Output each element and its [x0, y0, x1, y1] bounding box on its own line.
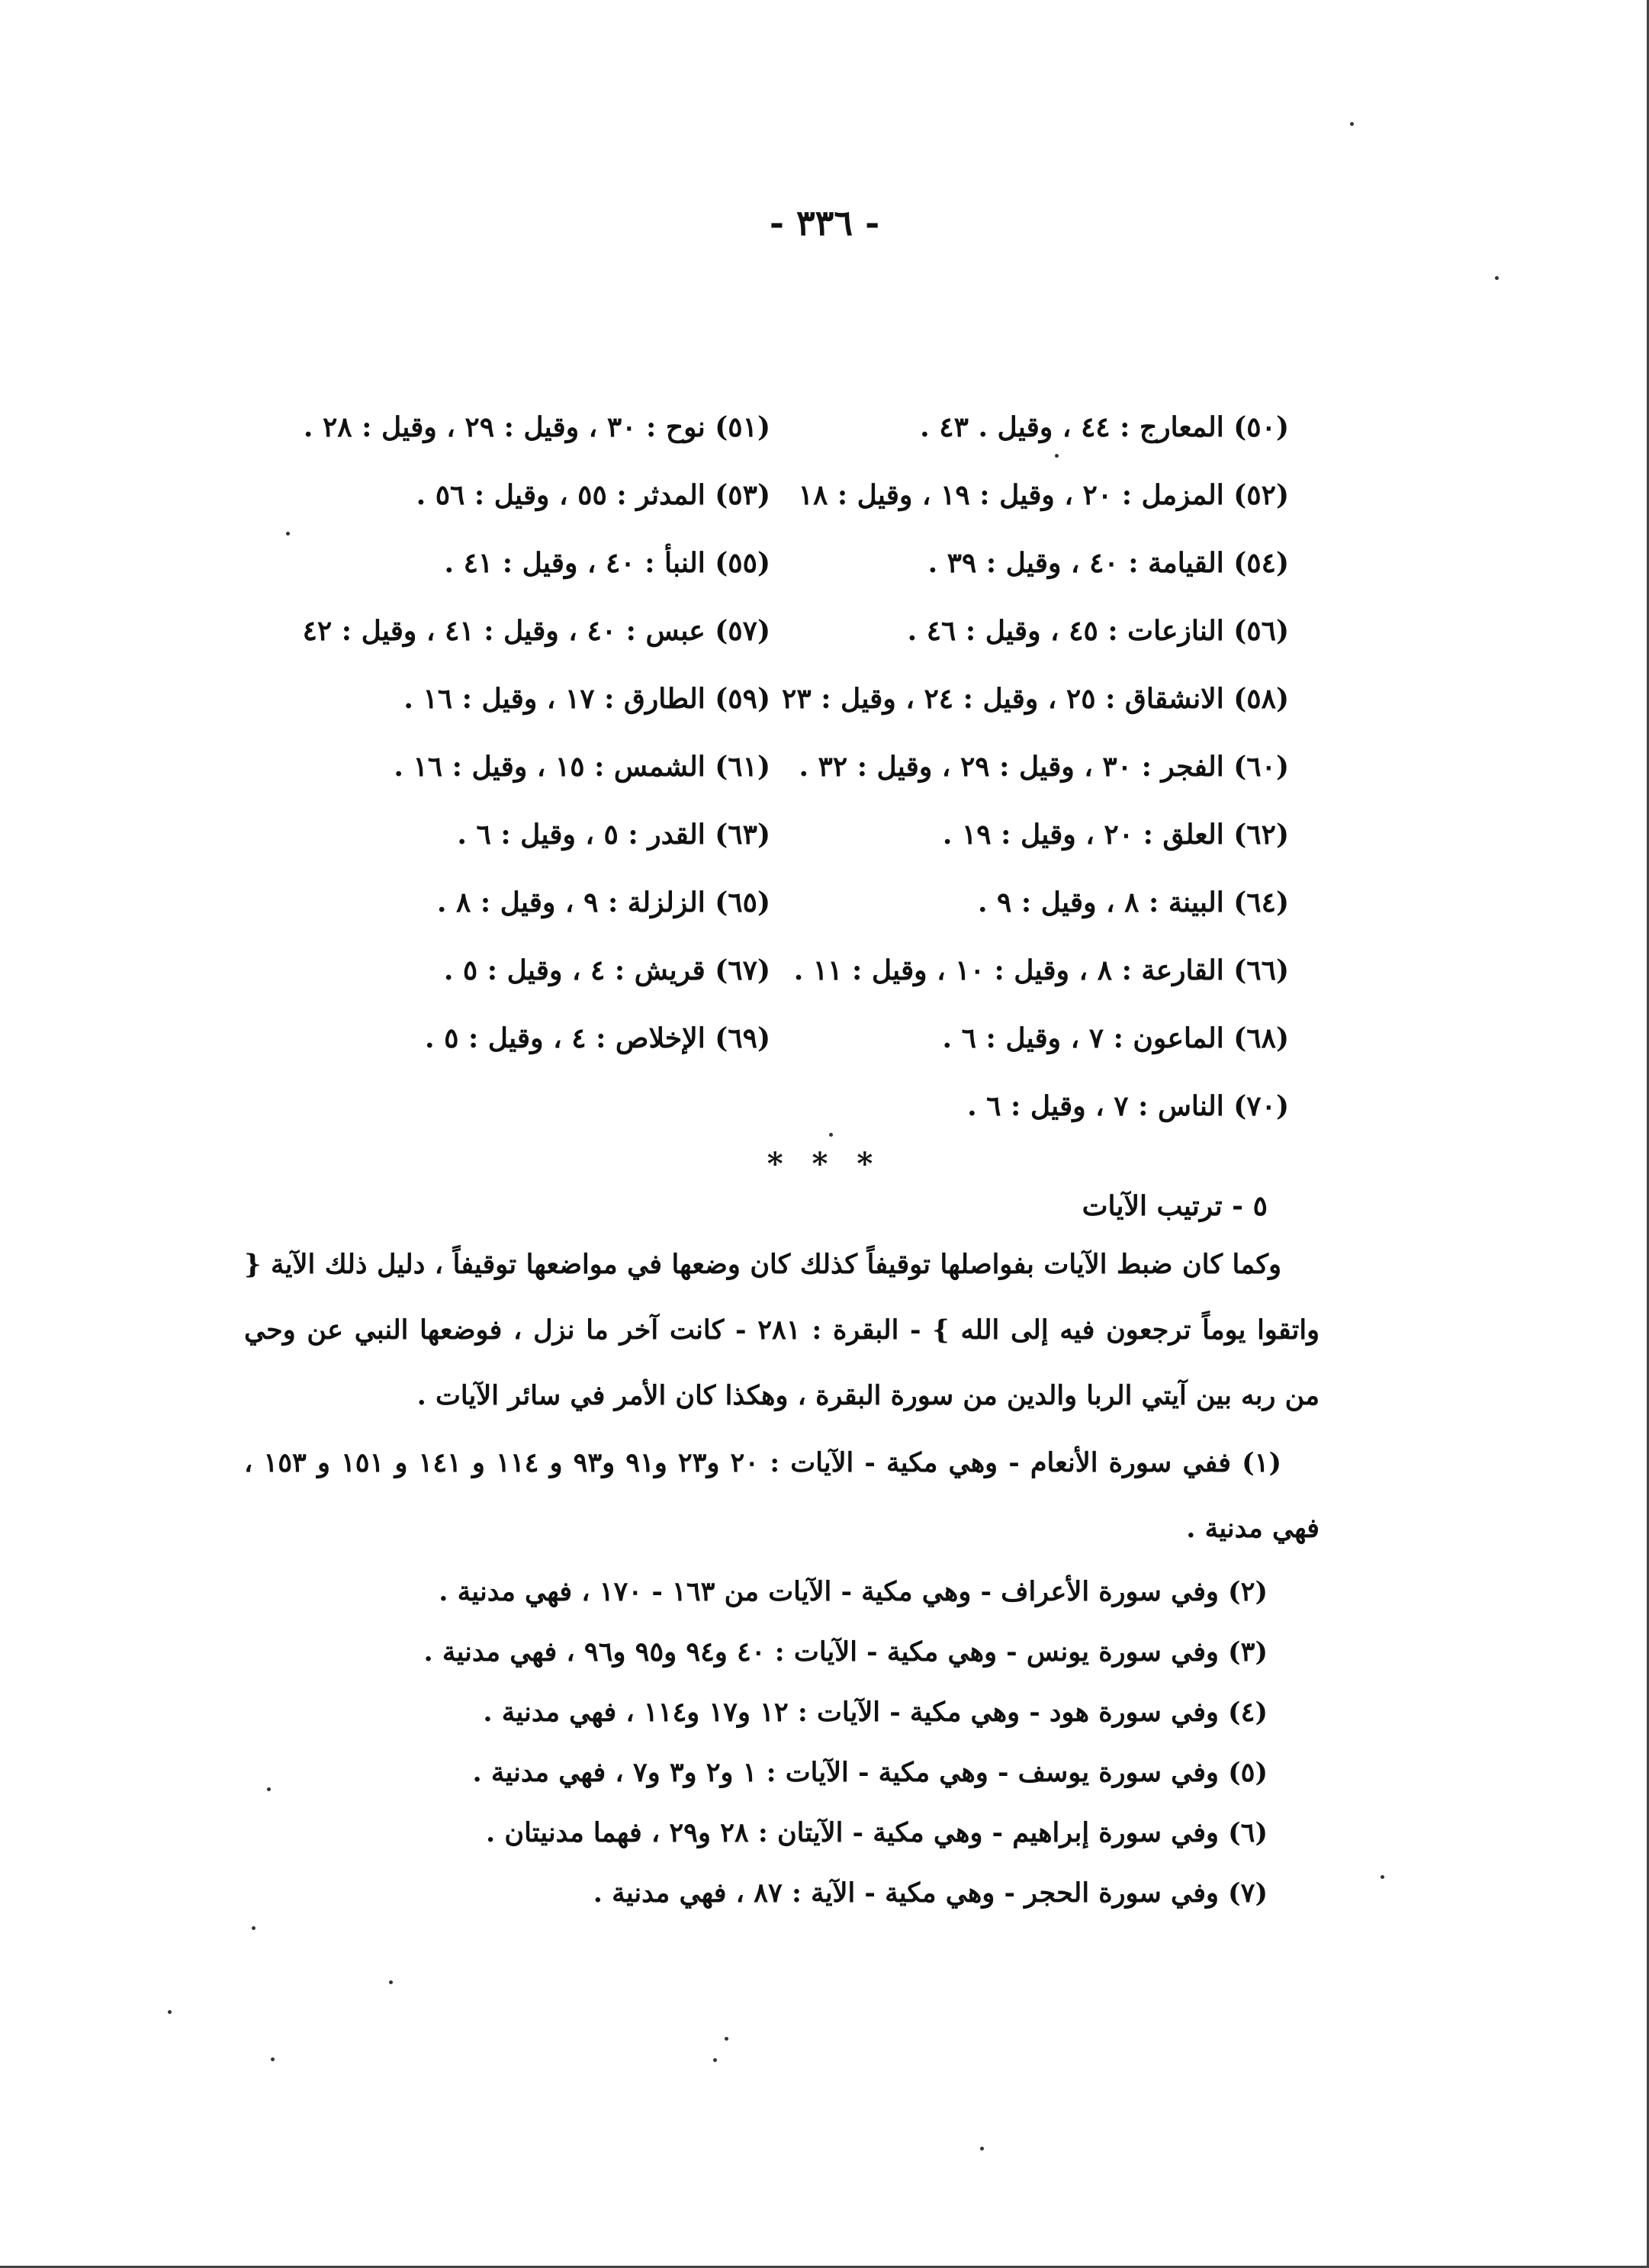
verse-count-entry: (٥٢) المزمل : ٢٠ ، وقيل : ١٩ ، وقيل : ١٨ [798, 478, 1289, 511]
verse-count-row [275, 597, 1289, 664]
verse-count-entry: (٥١) نوح : ٣٠ ، وقيل : ٢٩ ، وقيل : ٢٨ . [303, 410, 770, 443]
verse-count-row [275, 732, 1289, 800]
verse-count-entry: (٦٢) العلق : ٢٠ ، وقيل : ١٩ . [942, 818, 1289, 851]
verse-count-row [275, 800, 1289, 868]
surah-note: (٧) وفي سورة الحجر - وهي مكية - الآية : ٨٧ ، فهي مدنية . [593, 1877, 1268, 1909]
verse-count-entry: (٦٦) القارعة : ٨ ، وقيل : ١٠ ، وقيل : ١١ . [793, 954, 1289, 986]
surah-note: (٤) وفي سورة هود - وهي مكية - الآيات : ١٢ و١٧ و١١٤ ، فهي مدنية . [483, 1697, 1268, 1728]
verse-count-row [275, 664, 1289, 732]
surah-note: (٣) وفي سورة يونس - وهي مكية - الآيات : ٤٠ و٩٤ و٩٥ و٩٦ ، فهي مدنية . [423, 1636, 1268, 1668]
verse-count-entry: (٦١) الشمس : ١٥ ، وقيل : ١٦ . [394, 750, 770, 783]
verse-count-entry: (٥٩) الطارق : ١٧ ، وقيل : ١٦ . [403, 682, 770, 715]
verse-count-entry: (٦٧) قريش : ٤ ، وقيل : ٥ . [443, 954, 770, 986]
scan-speck [286, 532, 290, 536]
verse-count-entry: (٦٠) الفجر : ٣٠ ، وقيل : ٢٩ ، وقيل : ٣٢ . [799, 750, 1289, 783]
scan-speck [1381, 1875, 1384, 1879]
verse-count-entry: (٦٣) القدر : ٥ ، وقيل : ٦ . [457, 818, 770, 851]
verse-count-entry: (٧٠) الناس : ٧ ، وقيل : ٦ . [967, 1089, 1289, 1122]
verse-count-row [275, 393, 1289, 461]
scan-speck [1495, 276, 1499, 280]
scan-speck [271, 2057, 275, 2061]
scan-speck [713, 2058, 717, 2062]
verse-count-list [275, 393, 1289, 1140]
surah-note: (٦) وفي سورة إبراهيم - وهي مكية - الآيتان : ٢٨ و٢٩ ، فهما مدنيتان . [486, 1817, 1268, 1848]
page-number: - ٣٣٦ - [769, 202, 880, 243]
body-paragraph: (١) ففي سورة الأنعام - وهي مكية - الآيات : ٢٠ و٢٣ و٩١ و٩٣ و ١١٤ و ١٤١ و ١٥١ و ١٥٣ ، فهي مدنية . [244, 1447, 1320, 1544]
verse-count-entry: (٦٨) الماعون : ٧ ، وقيل : ٦ . [942, 1021, 1289, 1054]
verse-count-entry: (٥٠) المعارج : ٤٤ ، وقيل . ٤٣ . [920, 410, 1289, 443]
verse-count-entry: (٦٤) البينة : ٨ ، وقيل : ٩ . [977, 886, 1289, 918]
surah-note: (٥) وفي سورة يوسف - وهي مكية - الآيات : ١ و٢ و٣ و٧ ، فهي مدنية . [472, 1757, 1268, 1788]
verse-count-row [275, 1072, 1289, 1140]
scan-speck [980, 2147, 984, 2151]
verse-count-entry: (٥٦) النازعات : ٤٥ ، وقيل : ٤٦ . [907, 614, 1289, 647]
verse-count-row [275, 461, 1289, 529]
scan-speck [168, 2010, 172, 2014]
verse-count-row [275, 868, 1289, 936]
scan-speck [1350, 122, 1354, 126]
scan-speck [267, 1787, 271, 1791]
verse-count-entry: (٦٥) الزلزلة : ٩ ، وقيل : ٨ . [436, 886, 770, 918]
surah-notes-list [352, 1562, 1268, 1923]
scan-speck [829, 1133, 833, 1137]
scan-speck [1055, 454, 1059, 458]
scan-speck [725, 2037, 728, 2041]
surah-note: (٢) وفي سورة الأعراف - وهي مكية - الآيات من ١٦٣ - ١٧٠ ، فهي مدنية . [439, 1576, 1268, 1607]
body-paragraph: وكما كان ضبط الآيات بفواصلها توقيفاً كذلك كان وضعها في مواضعها توقيفاً ، دليل ذلك الآية { واتقوا يوماً ترجعون فيه إلى الله } - البقرة : ٢٨١ - كانت آخر ما نزل ، فوضعها النبي عن وحي من ربه بين آيتي الربا والدين من سورة البقرة ، وهكذا كان الأمر في سائر الآيات . [244, 1249, 1320, 1411]
section-heading: ٥ - ترتيب الآيات [1082, 1190, 1268, 1222]
verse-count-entry: (٦٩) الإخلاص : ٤ ، وقيل : ٥ . [425, 1021, 770, 1054]
scan-speck [252, 1926, 256, 1930]
verse-count-entry: (٥٤) القيامة : ٤٠ ، وقيل : ٣٩ . [927, 546, 1289, 579]
scan-speck [389, 1980, 393, 1984]
verse-count-row [275, 529, 1289, 597]
verse-count-entry: (٥٨) الانشقاق : ٢٥ ، وقيل : ٢٤ ، وقيل : ٢٣ [782, 682, 1289, 715]
section-separator: * * * [767, 1146, 882, 1182]
verse-count-row [275, 1004, 1289, 1072]
verse-count-entry: (٥٧) عبس : ٤٠ ، وقيل : ٤١ ، وقيل : ٤٢ [302, 614, 770, 647]
verse-count-row [275, 936, 1289, 1004]
verse-count-entry: (٥٣) المدثر : ٥٥ ، وقيل : ٥٦ . [416, 478, 770, 511]
verse-count-entry: (٥٥) النبأ : ٤٠ ، وقيل : ٤١ . [444, 546, 770, 579]
